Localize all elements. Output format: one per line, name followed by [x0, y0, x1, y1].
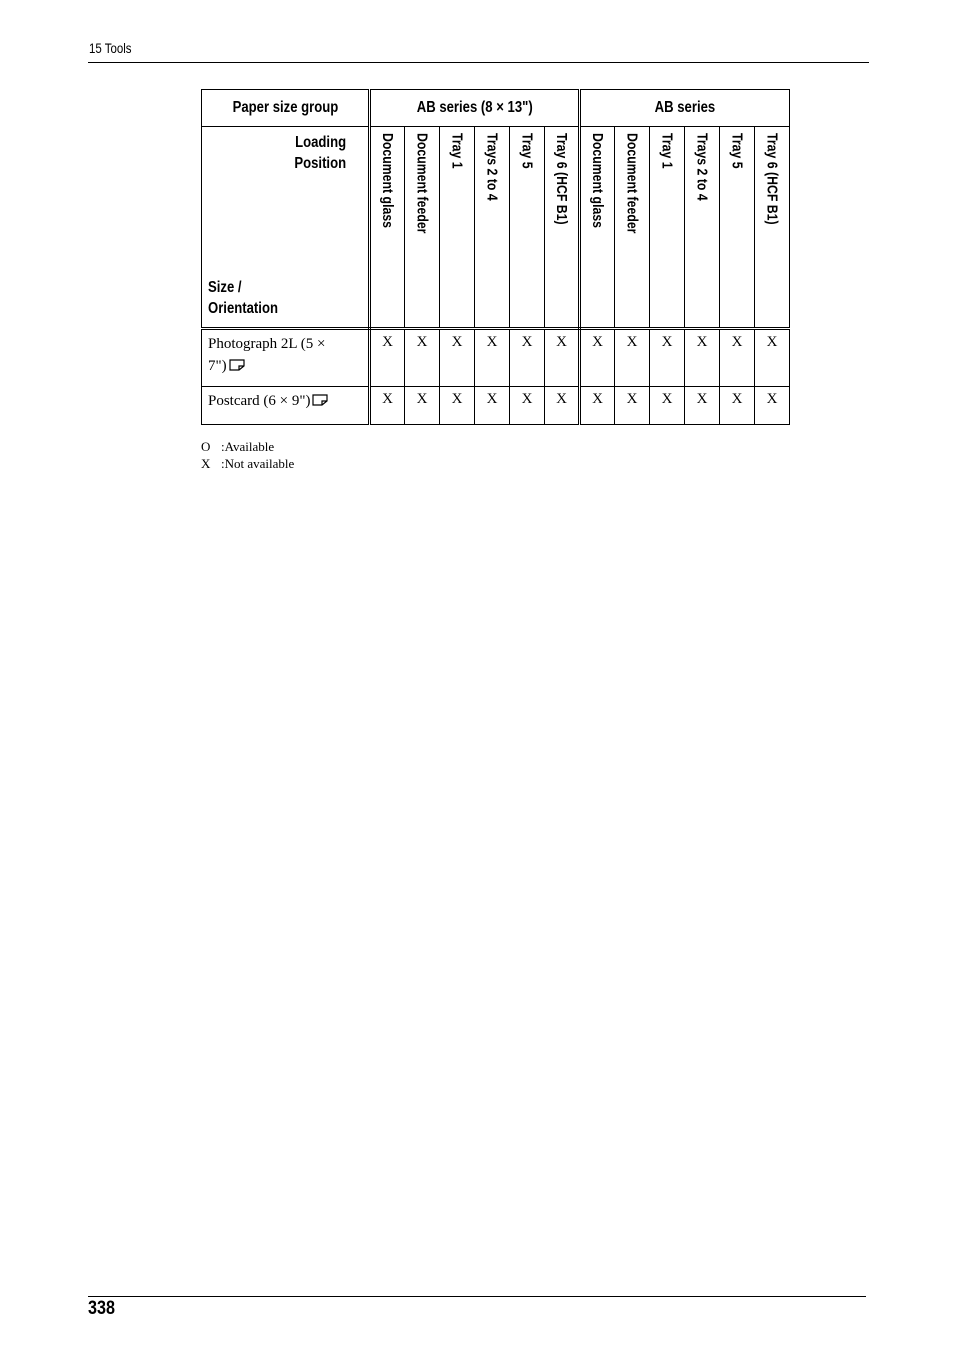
column-header: Tray 5 [728, 133, 746, 169]
availability-cell: X [580, 387, 615, 425]
column-header: Tray 1 [448, 133, 466, 169]
availability-cell: X [685, 329, 720, 387]
short-edge-feed-icon [229, 359, 245, 371]
group-header-ab: AB series [580, 90, 790, 127]
column-header: Document glass [379, 133, 396, 229]
column-header: Trays 2 to 4 [693, 133, 711, 201]
legend [201, 438, 294, 472]
availability-cell: X [755, 387, 790, 425]
table-row [202, 329, 790, 387]
availability-cell: X [475, 329, 510, 387]
loading-position-label: Loading Position [294, 134, 346, 172]
availability-cell: X [650, 387, 685, 425]
footer-rule [88, 1296, 866, 1297]
size-cell: Photograph 2L (5 × 7") [202, 329, 370, 387]
availability-cell: X [580, 329, 615, 387]
section-header: 15 Tools [89, 40, 132, 56]
column-header: Document glass [589, 133, 607, 229]
availability-cell: X [720, 329, 755, 387]
column-header: Tray 6 (HCF B1) [553, 133, 571, 225]
availability-cell: X [650, 329, 685, 387]
legend-item-available: O :Available [201, 439, 275, 454]
column-header-row [202, 127, 790, 329]
availability-cell: X [405, 387, 440, 425]
availability-cell: X [615, 387, 650, 425]
header-rule [88, 62, 869, 63]
availability-cell: X [370, 329, 405, 387]
availability-cell: X [545, 387, 580, 425]
short-edge-feed-icon [312, 394, 328, 406]
column-header: Tray 6 (HCF B1) [763, 133, 781, 225]
page-number: 338 [88, 1298, 115, 1319]
availability-cell: X [440, 329, 475, 387]
availability-cell: X [755, 329, 790, 387]
column-header: Tray 1 [658, 133, 676, 169]
size-orientation-label: Size / Orientation [208, 279, 278, 317]
availability-cell: X [510, 387, 545, 425]
column-header: Document feeder [623, 133, 641, 234]
size-cell: Postcard (6 × 9") [202, 387, 370, 425]
corner-header [202, 127, 370, 329]
paper-size-table [201, 89, 790, 425]
group-header-ab-8x13: AB series (8 × 13") [370, 90, 580, 127]
availability-cell: X [370, 387, 405, 425]
table-row [202, 387, 790, 425]
column-header: Tray 5 [518, 133, 536, 169]
availability-cell: X [720, 387, 755, 425]
availability-cell: X [475, 387, 510, 425]
group-header-row [202, 90, 790, 127]
availability-cell: X [685, 387, 720, 425]
column-header: Trays 2 to 4 [483, 133, 501, 201]
availability-cell: X [615, 329, 650, 387]
column-header: Document feeder [413, 133, 431, 234]
availability-cell: X [545, 329, 580, 387]
availability-cell: X [405, 329, 440, 387]
availability-cell: X [440, 387, 475, 425]
legend-item-not-available: X :Not available [201, 456, 295, 471]
paper-size-group-header: Paper size group [202, 90, 370, 127]
availability-cell: X [510, 329, 545, 387]
